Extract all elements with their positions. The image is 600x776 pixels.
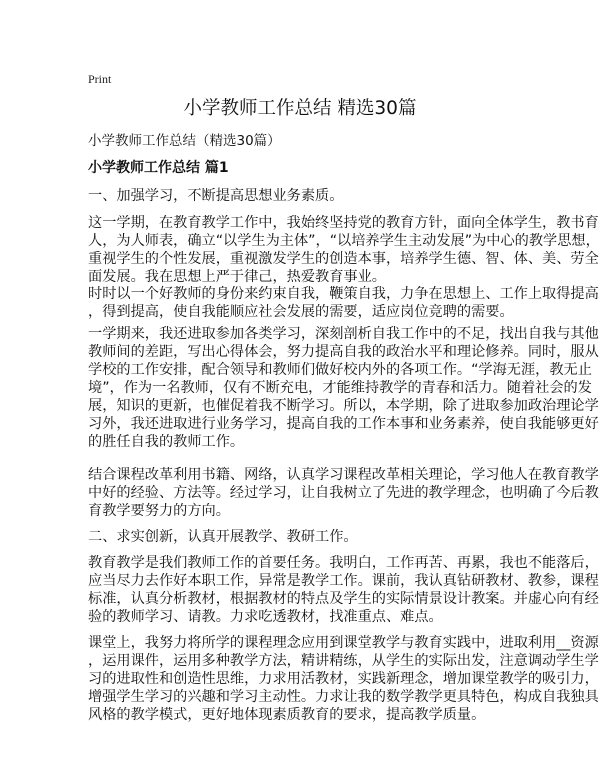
paragraph-line: 习外，我还进取进行业务学习，提高自我的工作本事和业务素养，使自我能够更好 [88, 416, 599, 432]
paragraph-line: 面发展。我在思想上严于律己，热爱教育事业。 [88, 269, 386, 285]
paragraph-line: 教育教学是我们教师工作的首要任务。我明白，工作再苦、再累，我也不能落后， [88, 555, 599, 571]
paragraph [88, 466, 599, 520]
document-title: 小学教师工作总结 精选30篇 [183, 98, 417, 119]
paragraph-line: 一学期来，我还进取参加各类学习，深刻剖析自我工作中的不足，找出自我与其他 [88, 326, 599, 342]
section-heading: 小学教师工作总结 篇1 [88, 160, 229, 176]
paragraph [88, 528, 528, 546]
print-link[interactable]: Print [88, 72, 112, 86]
paragraph-line: 境”，作为一名教师，仅有不断充电，才能维持教学的青春和活力。随着社会的发 [88, 380, 592, 396]
paragraph-line: 的胜任自我的教师工作。 [88, 434, 245, 450]
paragraph-line: 育教学要努力的方向。 [88, 503, 230, 519]
paragraph-line: 教师间的差距，写出心得体会，努力提高自我的政治水平和理论修养。同时，服从 [88, 344, 599, 360]
paragraph [88, 634, 599, 724]
document-subtitle: 小学教师工作总结（精选30篇） [88, 133, 281, 149]
paragraph-line: 验的教师学习、请教。力求吃透教材，找准重点、难点。 [88, 609, 443, 625]
paragraph-line: 结合课程改革利用书籍、网络，认真学习课程改革相关理论，学习他人在教育教学 [88, 467, 599, 483]
paragraph-line: 课堂上，我努力将所学的课程理念应用到课堂教学与教育实践中，进取利用__资源 [88, 635, 599, 651]
paragraph-line: 展，知识的更新，也催促着我不断学习。所以，本学期，除了进取参加政治理论学 [88, 398, 599, 414]
paragraph-line: 一、加强学习，不断提高思想业务素质。 [88, 188, 344, 204]
paragraph-line: 标准，认真分析教材，根据教材的特点及学生的实际情景设计教案。并虚心向有经 [88, 591, 599, 607]
paragraph [88, 285, 599, 321]
paragraph [88, 214, 600, 286]
paragraph [88, 325, 599, 451]
paragraph-line: 风格的教学模式，更好地体现素质教育的要求，提高教学质量。 [88, 707, 486, 723]
paragraph-line: 二、求实创新，认真开展教学、教研工作。 [88, 529, 358, 545]
paragraph-line: ，运用课件，运用多种教学方法，精讲精练，从学生的实际出发，注意调动学生学 [88, 653, 599, 669]
paragraph-line: 习的进取性和创造性思维，力求用活教材，实践新理念，增加课堂教学的吸引力， [88, 671, 599, 687]
paragraph-line: 学校的工作安排，配合领导和教师们做好校内外的各项工作。“学海无涯，教无止 [88, 362, 592, 378]
paragraph-line: 中好的经验、方法等。经过学习，让自我树立了先进的教学理念，也明确了今后教 [88, 485, 599, 501]
paragraph-line: 增强学生学习的兴趣和学习主动性。力求让我的数学教学更具特色，构成自我独具 [88, 689, 599, 705]
paragraph [88, 554, 599, 626]
paragraph-line: 时时以一个好教师的身份来约束自我，鞭策自我，力争在思想上、工作上取得提高 [88, 286, 599, 302]
paragraph-line: 人，为人师表，确立“以学生为主体”，“以培养学生主动发展”为中心的教学思想， [88, 233, 600, 249]
paragraph [88, 187, 528, 205]
paragraph-line: 这一学期，在教育教学工作中，我始终坚持党的教育方针，面向全体学生，教书育 [88, 215, 599, 231]
paragraph-line: 应当尽力去作好本职工作，异常是教学工作。课前，我认真钻研教材、教参，课程 [88, 573, 599, 589]
paragraph-line: 重视学生的个性发展，重视激发学生的创造本事，培养学生德、智、体、美、劳全 [88, 251, 599, 267]
paragraph-line: ，得到提高，使自我能顺应社会发展的需要，适应岗位竞聘的需要。 [88, 304, 514, 320]
